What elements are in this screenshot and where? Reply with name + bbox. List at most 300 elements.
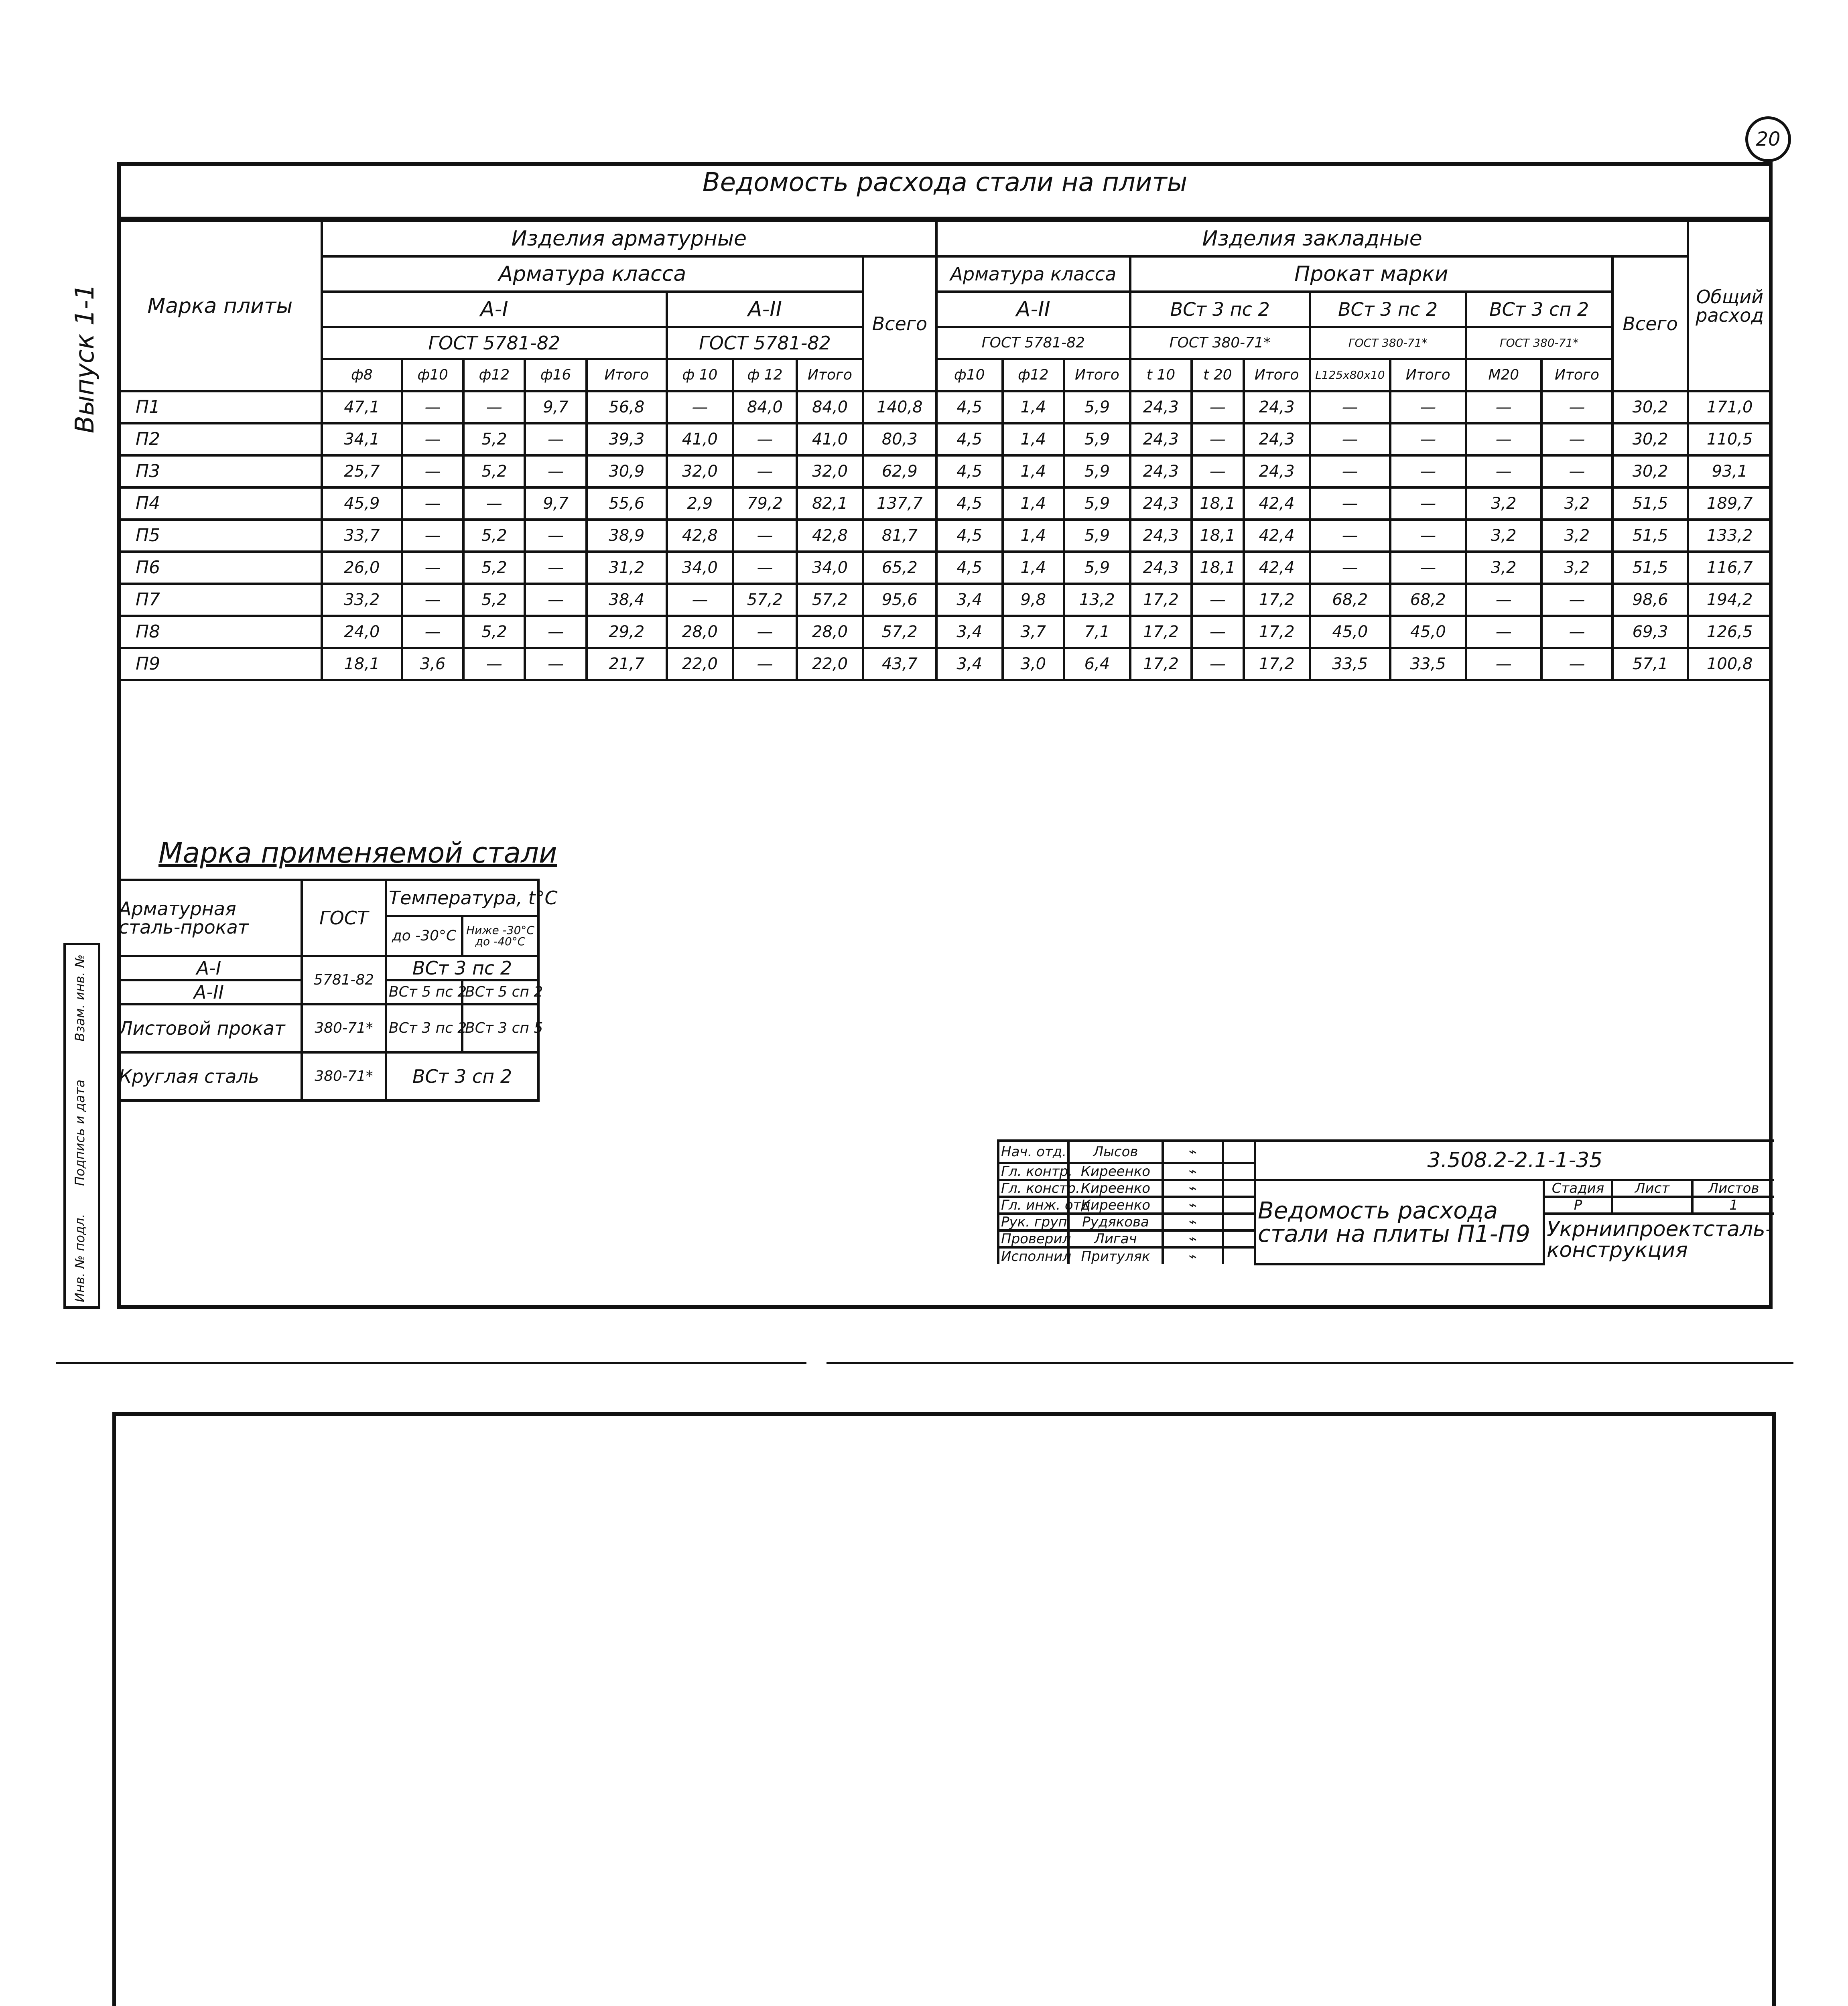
table-cell: 47,1 — [322, 391, 402, 423]
table-cell: 24,3 — [1130, 455, 1192, 487]
table-cell: — — [1541, 455, 1612, 487]
table-cell: 80,3 — [863, 423, 936, 455]
subcol: ф8 — [322, 359, 402, 391]
table-cell: — — [463, 391, 525, 423]
table-cell: 3,0 — [1003, 648, 1064, 680]
table-cell: 5,9 — [1064, 520, 1130, 552]
table-cell: 79,2 — [733, 487, 797, 520]
table-cell: 22,0 — [667, 648, 733, 680]
steel-col-gost: ГОСТ — [302, 880, 386, 956]
subcol: t 20 — [1192, 359, 1244, 391]
stage-value: Р — [1544, 1197, 1612, 1214]
table-cell: — — [1541, 423, 1612, 455]
table-cell: 24,3 — [1130, 423, 1192, 455]
table-cell: 9,8 — [1003, 584, 1064, 616]
steel-consumption-table — [117, 220, 1773, 824]
header-rebar-class: Арматура класса — [322, 256, 863, 292]
steel-row-type: А-I — [117, 956, 302, 980]
table-row — [118, 423, 1771, 455]
table-cell: 57,2 — [733, 584, 797, 616]
table-row — [118, 391, 1771, 423]
table-cell: 28,0 — [797, 616, 863, 648]
stamp-signature: ⌁ — [1163, 1247, 1223, 1264]
table-cell: 29,2 — [587, 616, 667, 648]
steel-row-t2: ВСт 5 сп 2 — [462, 980, 538, 1004]
steel-col-type: Арматурная сталь-прокат — [117, 880, 302, 956]
table-cell: 82,1 — [797, 487, 863, 520]
table-row — [118, 520, 1771, 552]
table-cell: 51,5 — [1612, 487, 1688, 520]
sub-header-row — [118, 359, 1771, 391]
row-mark: П4 — [118, 487, 322, 520]
stamp-role: Исполнил — [998, 1247, 1068, 1264]
table-cell: 69,3 — [1612, 616, 1688, 648]
table-cell: — — [1466, 391, 1542, 423]
table-cell: 57,2 — [797, 584, 863, 616]
table-cell: 30,9 — [587, 455, 667, 487]
cut-line-right — [827, 1362, 1793, 1364]
table-cell: 28,0 — [667, 616, 733, 648]
table-cell: — — [1192, 616, 1244, 648]
table-cell: — — [733, 648, 797, 680]
table-cell: — — [733, 520, 797, 552]
table-cell: 5,9 — [1064, 552, 1130, 584]
table-cell: 42,8 — [797, 520, 863, 552]
header-total: Всего — [863, 256, 936, 391]
table-cell: 38,9 — [587, 520, 667, 552]
row-mark: П1 — [118, 391, 322, 423]
subcol: Итого — [1541, 359, 1612, 391]
subcol: Итого — [587, 359, 667, 391]
header-rebar-items: Изделия арматурные — [322, 221, 936, 256]
table-cell: 42,4 — [1244, 552, 1310, 584]
table-cell: — — [1541, 616, 1612, 648]
table-cell: 4,5 — [936, 423, 1003, 455]
header-gost-a1: ГОСТ 5781-82 — [322, 327, 667, 359]
table-cell: — — [525, 520, 586, 552]
subcol: ф12 — [463, 359, 525, 391]
subcol: L125х80х10 — [1310, 359, 1390, 391]
stamp-signature: ⌁ — [1163, 1141, 1223, 1163]
stamp-role: Гл. контр. — [998, 1163, 1068, 1180]
header-gost-steel2: ГОСТ 380-71* — [1310, 327, 1466, 359]
table-cell: 31,2 — [587, 552, 667, 584]
table-cell: 18,1 — [322, 648, 402, 680]
table-cell: — — [1310, 487, 1390, 520]
steel-row-t1: ВСт 3 сп 2 — [386, 1052, 538, 1100]
table-cell: 45,9 — [322, 487, 402, 520]
subcol: ф 12 — [733, 359, 797, 391]
table-cell: 93,1 — [1688, 455, 1771, 487]
table-cell: 3,7 — [1003, 616, 1064, 648]
header-total-2: Всего — [1612, 256, 1688, 391]
table-cell: 116,7 — [1688, 552, 1771, 584]
header-overall: Общий расход — [1688, 221, 1771, 391]
row-mark: П2 — [118, 423, 322, 455]
table-cell: — — [1192, 423, 1244, 455]
table-cell: 95,6 — [863, 584, 936, 616]
row-mark: П9 — [118, 648, 322, 680]
table-cell: 24,3 — [1130, 552, 1192, 584]
stamp-role: Проверил — [998, 1230, 1068, 1247]
sheets-value: 1 — [1692, 1197, 1774, 1214]
doc-code: 3.508.2-2.1-1-35 — [1255, 1141, 1774, 1180]
table-cell: — — [1192, 455, 1244, 487]
table-cell: — — [525, 552, 586, 584]
table-cell: 33,5 — [1390, 648, 1466, 680]
table-cell: — — [1390, 520, 1466, 552]
table-tail — [118, 680, 1771, 824]
sheets-label: Листов — [1692, 1180, 1774, 1197]
steel-row-gost: 380-71* — [302, 1052, 386, 1100]
binding-label-3: Взам. инв. № — [72, 954, 87, 1042]
stamp-role: Нач. отд. — [998, 1141, 1068, 1163]
table-cell: 3,2 — [1466, 487, 1542, 520]
steel-row-type: Листовой прокат — [117, 1004, 302, 1052]
table-cell: 7,1 — [1064, 616, 1130, 648]
row-mark: П8 — [118, 616, 322, 648]
stamp-signature: ⌁ — [1163, 1163, 1223, 1180]
stamp-signature: ⌁ — [1163, 1197, 1223, 1214]
row-mark: П6 — [118, 552, 322, 584]
table-cell: 24,3 — [1130, 391, 1192, 423]
steel-table-title: Марка применяемой стали — [158, 837, 557, 869]
table-cell: 6,4 — [1064, 648, 1130, 680]
table-cell: 41,0 — [667, 423, 733, 455]
organization: Укрниипроектсталь-конструкция — [1544, 1214, 1774, 1264]
table-cell: 32,0 — [797, 455, 863, 487]
title-divider — [117, 217, 1773, 220]
table-cell: 45,0 — [1310, 616, 1390, 648]
table-cell: 140,8 — [863, 391, 936, 423]
table-cell: 5,9 — [1064, 423, 1130, 455]
table-cell: 65,2 — [863, 552, 936, 584]
table-row — [118, 455, 1771, 487]
table-cell: — — [1310, 423, 1390, 455]
table-cell: — — [402, 584, 463, 616]
table-cell: 17,2 — [1244, 648, 1310, 680]
binding-strip — [63, 943, 100, 1309]
table-cell: 42,8 — [667, 520, 733, 552]
table-cell: — — [1310, 391, 1390, 423]
stamp-role: Гл. констр. — [998, 1180, 1068, 1197]
table-cell: 34,0 — [797, 552, 863, 584]
table-cell: 5,9 — [1064, 391, 1130, 423]
table-cell: 9,7 — [525, 391, 586, 423]
steel-row-t1: ВСт 3 пс 2 — [386, 956, 538, 980]
steel-col-t2: Ниже -30°С до -40°С — [462, 916, 538, 956]
stamp-name: Киреенко — [1068, 1180, 1163, 1197]
table-cell: — — [1390, 423, 1466, 455]
table-cell: — — [525, 648, 586, 680]
stamp-name: Киреенко — [1068, 1197, 1163, 1214]
table-cell: 24,3 — [1244, 455, 1310, 487]
table-cell: 57,1 — [1612, 648, 1688, 680]
table-cell: — — [402, 552, 463, 584]
table-cell: 18,1 — [1192, 487, 1244, 520]
table-cell: — — [1390, 391, 1466, 423]
table-cell: 5,2 — [463, 455, 525, 487]
steel-row-type: Круглая сталь — [117, 1052, 302, 1100]
table-cell: 3,2 — [1541, 487, 1612, 520]
table-cell: 5,2 — [463, 616, 525, 648]
subcol: t 10 — [1130, 359, 1192, 391]
header-rebar-class-2: Арматура класса — [936, 256, 1130, 292]
stamp-name: Лысов — [1068, 1141, 1163, 1163]
table-cell: 24,3 — [1244, 423, 1310, 455]
table-cell: 3,2 — [1541, 552, 1612, 584]
side-label: Выпуск 1-1 — [70, 284, 100, 433]
table-cell: — — [525, 423, 586, 455]
header-gost-a2b: ГОСТ 5781-82 — [936, 327, 1130, 359]
row-mark: П3 — [118, 455, 322, 487]
table-cell: 9,7 — [525, 487, 586, 520]
table-cell: 84,0 — [797, 391, 863, 423]
table-cell: — — [525, 584, 586, 616]
table-row — [118, 552, 1771, 584]
table-cell: 18,1 — [1192, 552, 1244, 584]
table-cell: — — [1390, 455, 1466, 487]
table-cell: 42,4 — [1244, 487, 1310, 520]
stamp-signature: ⌁ — [1163, 1180, 1223, 1197]
table-cell: 51,5 — [1612, 520, 1688, 552]
stamp-name: Притуляк — [1068, 1247, 1163, 1264]
header-steel3: ВСт 3 сп 2 — [1466, 292, 1612, 327]
stamp-signature: ⌁ — [1163, 1214, 1223, 1230]
table-cell: — — [1466, 648, 1542, 680]
subcol: ф12 — [1003, 359, 1064, 391]
table-cell: — — [402, 520, 463, 552]
table-cell: 17,2 — [1130, 584, 1192, 616]
table-cell: 17,2 — [1244, 616, 1310, 648]
stamp-role: Рук. груп. — [998, 1214, 1068, 1230]
stamp-name: Лигач — [1068, 1230, 1163, 1247]
table-cell: 5,2 — [463, 584, 525, 616]
main-title: Ведомость расхода стали на плиты — [702, 168, 1188, 197]
sheet-label: Лист — [1612, 1180, 1692, 1197]
table-cell: — — [402, 455, 463, 487]
table-cell: 1,4 — [1003, 391, 1064, 423]
header-steel2: ВСт 3 пс 2 — [1310, 292, 1466, 327]
subcol: Итого — [1390, 359, 1466, 391]
table-cell: 56,8 — [587, 391, 667, 423]
table-cell: 171,0 — [1688, 391, 1771, 423]
table-cell: — — [1466, 584, 1542, 616]
table-cell: 2,9 — [667, 487, 733, 520]
table-cell: 13,2 — [1064, 584, 1130, 616]
table-cell: 5,2 — [463, 552, 525, 584]
table-cell: 24,0 — [322, 616, 402, 648]
table-cell: — — [667, 391, 733, 423]
table-cell: — — [667, 584, 733, 616]
table-cell: — — [733, 423, 797, 455]
table-cell: 1,4 — [1003, 487, 1064, 520]
steel-row-gost: 5781-82 — [302, 956, 386, 1004]
table-cell: 33,2 — [322, 584, 402, 616]
table-cell: 30,2 — [1612, 391, 1688, 423]
table-cell: 1,4 — [1003, 423, 1064, 455]
header-a1: А-I — [322, 292, 667, 327]
table-cell: 5,2 — [463, 423, 525, 455]
table-cell: — — [402, 423, 463, 455]
page-number: 20 — [1745, 116, 1791, 162]
stamp-role: Гл. инж. отд. — [998, 1197, 1068, 1214]
table-cell: — — [1310, 455, 1390, 487]
table-cell: 30,2 — [1612, 455, 1688, 487]
header-a2: А-II — [667, 292, 863, 327]
table-cell: 133,2 — [1688, 520, 1771, 552]
table-cell: 22,0 — [797, 648, 863, 680]
table-cell: 24,3 — [1130, 520, 1192, 552]
header-gost-a2: ГОСТ 5781-82 — [667, 327, 863, 359]
table-cell: 1,4 — [1003, 455, 1064, 487]
title-block — [997, 1139, 1774, 1265]
subcol: Итого — [1064, 359, 1130, 391]
subcol: ф10 — [402, 359, 463, 391]
table-cell: 5,2 — [463, 520, 525, 552]
table-cell: 62,9 — [863, 455, 936, 487]
table-cell: 34,1 — [322, 423, 402, 455]
table-cell: 17,2 — [1130, 648, 1192, 680]
header-rolled-mark: Прокат марки — [1130, 256, 1612, 292]
table-cell: 5,9 — [1064, 487, 1130, 520]
header-steel1: ВСт 3 пс 2 — [1130, 292, 1310, 327]
table-cell: 81,7 — [863, 520, 936, 552]
table-cell: — — [1541, 648, 1612, 680]
table-cell: 33,5 — [1310, 648, 1390, 680]
table-cell: 57,2 — [863, 616, 936, 648]
table-cell: — — [402, 616, 463, 648]
table-cell: 18,1 — [1192, 520, 1244, 552]
table-cell: 4,5 — [936, 552, 1003, 584]
subcol: ф16 — [525, 359, 586, 391]
table-cell: — — [463, 648, 525, 680]
subcol: ф10 — [936, 359, 1003, 391]
table-cell: 3,4 — [936, 616, 1003, 648]
table-cell: 17,2 — [1244, 584, 1310, 616]
table-cell: 126,5 — [1688, 616, 1771, 648]
table-cell: — — [1192, 584, 1244, 616]
table-cell: 1,4 — [1003, 520, 1064, 552]
lower-sheet-frame — [112, 1412, 1776, 2006]
table-cell: 4,5 — [936, 391, 1003, 423]
binding-label-2: Подпись и дата — [72, 1079, 87, 1186]
steel-grade-table — [117, 879, 558, 1102]
table-cell: — — [1192, 391, 1244, 423]
table-cell: 194,2 — [1688, 584, 1771, 616]
steel-row-t2: ВСт 3 сп 5 — [462, 1004, 538, 1052]
stamp-signature: ⌁ — [1163, 1230, 1223, 1247]
table-cell: — — [1390, 552, 1466, 584]
table-cell: — — [525, 616, 586, 648]
table-cell: 4,5 — [936, 487, 1003, 520]
table-cell: 4,5 — [936, 455, 1003, 487]
steel-col-t1: до -30°С — [386, 916, 462, 956]
subcol: Итого — [1244, 359, 1310, 391]
binding-label-1: Инв. № подл. — [72, 1214, 87, 1302]
header-gost-steel3: ГОСТ 380-71* — [1466, 327, 1612, 359]
table-cell: 3,4 — [936, 648, 1003, 680]
stamp-name: Киреенко — [1068, 1163, 1163, 1180]
table-cell: — — [1541, 391, 1612, 423]
steel-col-temp: Температура, t°С — [386, 880, 538, 916]
steel-row-t1: ВСт 3 пс 2 — [386, 1004, 462, 1052]
table-cell: 41,0 — [797, 423, 863, 455]
table-cell: 3,4 — [936, 584, 1003, 616]
table-cell: 5,9 — [1064, 455, 1130, 487]
table-cell: 43,7 — [863, 648, 936, 680]
table-cell: 24,3 — [1244, 391, 1310, 423]
table-cell: — — [1541, 584, 1612, 616]
subcol: Итого — [797, 359, 863, 391]
table-cell: — — [1466, 616, 1542, 648]
table-cell: — — [402, 391, 463, 423]
stage-label: Стадия — [1544, 1180, 1612, 1197]
table-row — [118, 584, 1771, 616]
table-cell: — — [733, 455, 797, 487]
cut-line-left — [56, 1362, 806, 1364]
doc-title: Ведомость расхода стали на плиты П1-П9 — [1255, 1180, 1544, 1264]
table-cell: 100,8 — [1688, 648, 1771, 680]
table-cell: 84,0 — [733, 391, 797, 423]
table-cell: 68,2 — [1310, 584, 1390, 616]
table-row — [118, 616, 1771, 648]
table-cell: 42,4 — [1244, 520, 1310, 552]
table-cell: 51,5 — [1612, 552, 1688, 584]
table-cell: 34,0 — [667, 552, 733, 584]
table-cell: — — [463, 487, 525, 520]
steel-row-gost: 380-71* — [302, 1004, 386, 1052]
header-mark: Марка плиты — [118, 221, 322, 391]
steel-row-type: А-II — [117, 980, 302, 1004]
steel-row-t1: ВСт 5 пс 2 — [386, 980, 462, 1004]
table-cell: 39,3 — [587, 423, 667, 455]
table-cell: — — [1192, 648, 1244, 680]
table-cell: 33,7 — [322, 520, 402, 552]
header-embedded-items: Изделия закладные — [936, 221, 1688, 256]
table-cell: — — [402, 487, 463, 520]
table-cell: 68,2 — [1390, 584, 1466, 616]
table-cell: 4,5 — [936, 520, 1003, 552]
subcol: М20 — [1466, 359, 1542, 391]
table-cell: 55,6 — [587, 487, 667, 520]
table-cell: 137,7 — [863, 487, 936, 520]
table-cell: — — [1390, 487, 1466, 520]
table-cell: 24,3 — [1130, 487, 1192, 520]
row-mark: П5 — [118, 520, 322, 552]
table-row — [118, 487, 1771, 520]
table-cell: — — [1466, 423, 1542, 455]
table-cell: — — [1310, 520, 1390, 552]
table-cell: 3,6 — [402, 648, 463, 680]
table-cell: 98,6 — [1612, 584, 1688, 616]
table-row — [118, 648, 1771, 680]
table-cell: 3,2 — [1466, 552, 1542, 584]
table-cell: 110,5 — [1688, 423, 1771, 455]
table-cell: 17,2 — [1130, 616, 1192, 648]
table-cell: — — [525, 455, 586, 487]
table-cell: 3,2 — [1541, 520, 1612, 552]
table-cell: — — [733, 616, 797, 648]
subcol: ф 10 — [667, 359, 733, 391]
table-cell: — — [1466, 455, 1542, 487]
table-cell: 21,7 — [587, 648, 667, 680]
stamp-name: Рудякова — [1068, 1214, 1163, 1230]
row-mark: П7 — [118, 584, 322, 616]
table-cell: — — [1310, 552, 1390, 584]
table-cell: 45,0 — [1390, 616, 1466, 648]
table-cell: 26,0 — [322, 552, 402, 584]
